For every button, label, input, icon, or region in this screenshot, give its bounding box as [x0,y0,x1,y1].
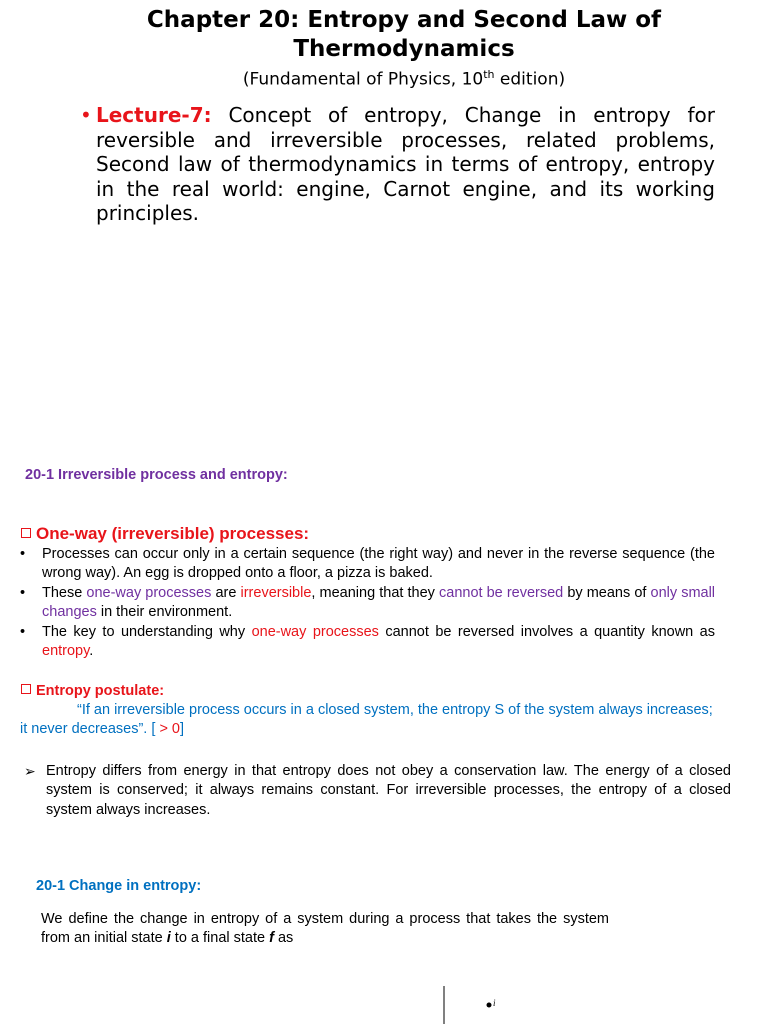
energy-note [20,762,731,820]
chapter-title-line2: Thermodynamics [293,36,515,62]
highlight-term: one-way processes [86,584,212,601]
list-item-text: Processes can occur only in a certain sequence (the right way) and never in the reverse sequence (the wrong way). An egg is dropped onto a floor, a pizza is baked. [42,546,715,582]
list-item [20,584,715,623]
variable-i: i [166,930,171,947]
postulate-bracket: ] [180,721,185,738]
chapter-title-line1: Chapter 20: Entropy and Second Law of [146,7,662,33]
definition-text: as [273,930,294,947]
postulate-symbol: > 0 [159,721,180,738]
state-point-label: i [493,998,496,1008]
lecture-label: Lecture-7: [96,103,212,127]
variable-f: f [269,930,274,947]
checkbox-square-icon [21,684,31,694]
energy-note-text: Entropy differs from energy in that entropy does not obey a conservation law. The energy of a closed system is conserved; it always remains constant. For irreversible processes, the entropy of a closed system always increases. [46,763,731,818]
section-heading-change-entropy: 20-1 Change in entropy: [36,878,202,894]
postulate-quote-text: “If an irreversible process occurs in a closed system, the entropy S of the system always increases; it never decreases”. [20,702,713,738]
postulate-quote [20,701,720,740]
state-point-i [487,1003,492,1008]
list-item-text: by means of [563,584,651,601]
definition-text: to a final state [170,930,270,947]
one-way-heading-text: One-way (irreversible) processes: [36,524,310,543]
arrow-bullet-icon: ➢ [24,763,36,779]
one-way-list [20,545,715,661]
chapter-title [40,6,768,64]
checkbox-square-icon [21,528,31,538]
chapter-subtitle [40,64,768,91]
definition-text: We define the change in entropy of a system during a process that takes the system from an initial state [41,911,609,947]
lecture-text: Concept of entropy, Change in entropy for reversible and irreversible processes, related problems, Second law of thermodynamics in terms of entropy, entropy in the real world: engine, Carnot engine, and its working principles. [96,103,715,225]
lecture-bullet: • [80,103,92,127]
subtitle-superscript: th [483,68,495,81]
highlight-term: irreversible [240,584,312,601]
list-item-text: These [42,584,87,601]
highlight-term: cannot be reversed [439,584,564,601]
list-item-text: are [211,584,241,601]
list-item [20,545,715,584]
lecture-summary [80,103,715,226]
subtitle-text: (Fundamental of Physics, 10 [242,69,484,90]
list-item-text: cannot be reversed involves a quantity known as [378,623,715,640]
list-item-text: in their environment. [96,604,233,621]
pv-diagram-svg [420,984,540,1024]
one-way-heading [21,523,309,545]
postulate-heading-text: Entropy postulate: [36,683,165,699]
list-item-text: , meaning that they [311,584,439,601]
highlight-term: one-way processes [251,623,379,640]
definition-paragraph [41,910,609,949]
subtitle-text-end: edition) [494,69,566,90]
pv-diagram-fragment [420,984,540,1024]
list-item-text: . [89,643,94,660]
highlight-term: entropy [42,643,90,660]
postulate-heading [21,682,164,701]
list-item-text: The key to understanding why [42,623,252,640]
postulate-bracket: [ [151,721,160,738]
section-heading-irreversible: 20-1 Irreversible process and entropy: [25,467,288,483]
highlight-term: only small changes [42,584,716,621]
list-item [20,623,715,662]
